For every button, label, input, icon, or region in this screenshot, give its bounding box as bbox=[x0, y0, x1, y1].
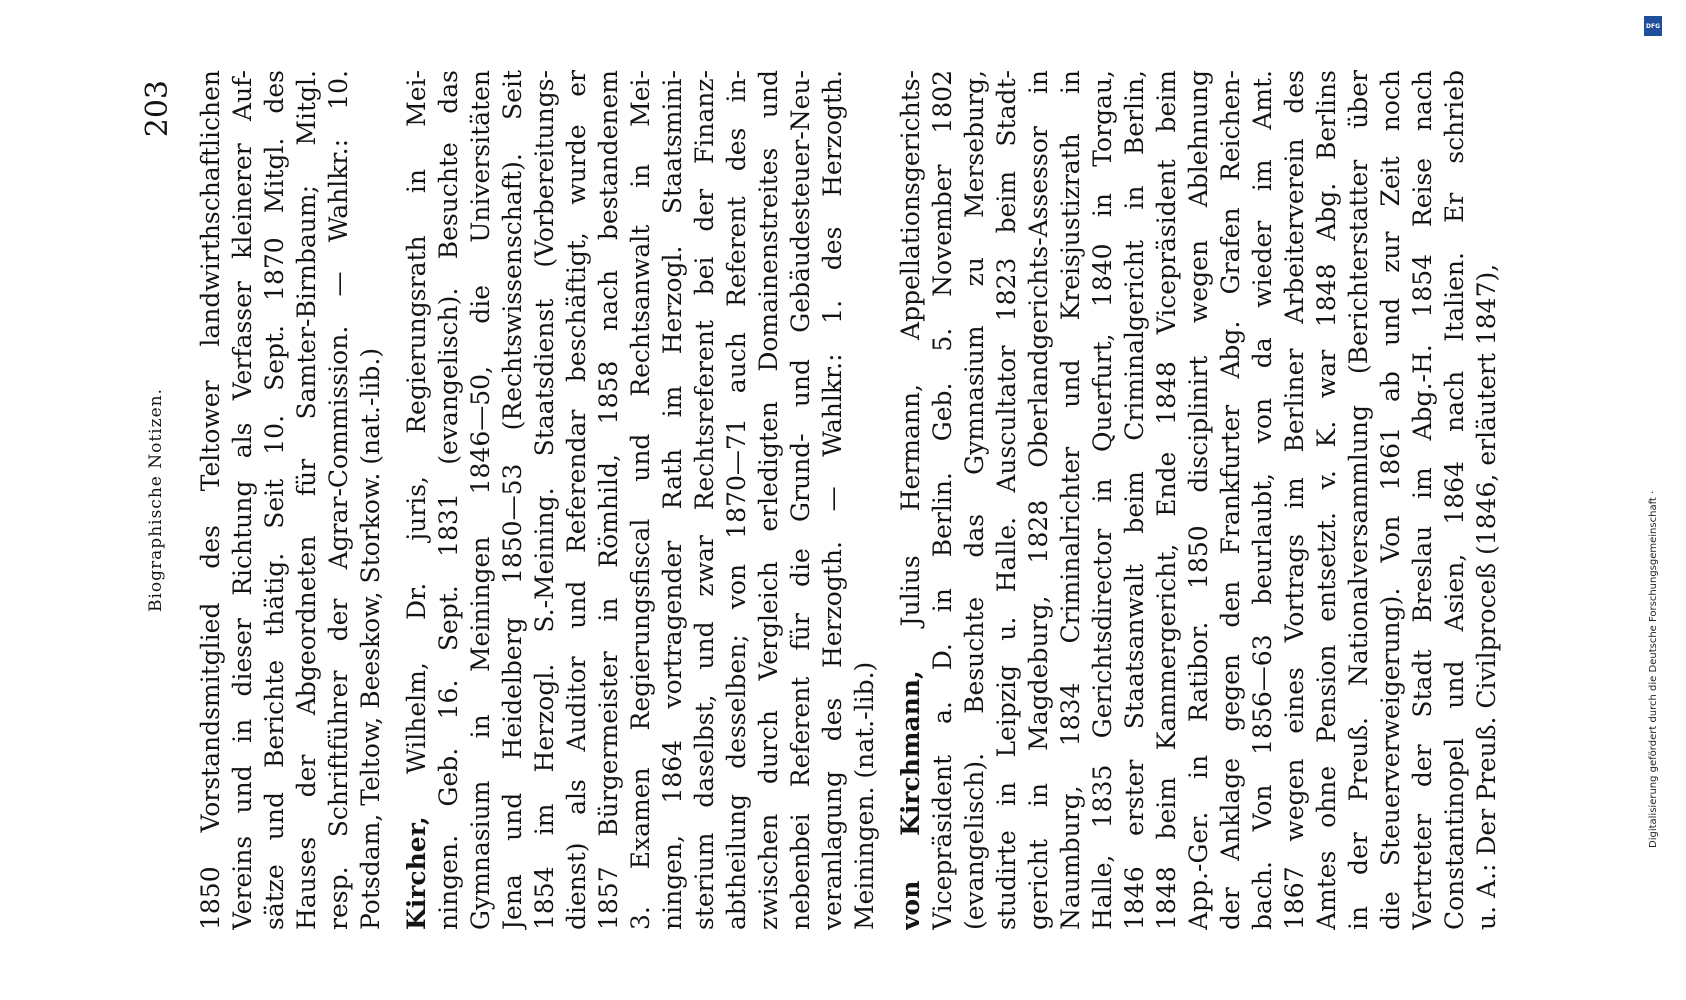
text-line: Gymnasium in Meiningen 1846—50, die Universitäten bbox=[466, 70, 495, 930]
entry-name: Kircher, bbox=[402, 816, 431, 930]
text-line: 1867 wegen eines Vortrags im Berliner Arbeiterverein des bbox=[1280, 70, 1309, 930]
biography-entry bbox=[401, 70, 881, 930]
text-line: dienst) als Auditor und Referendar beschäftigt, wurde er bbox=[562, 70, 591, 930]
entry-heading-line bbox=[401, 70, 433, 930]
text-line: ningen, 1864 vortragender Rath im Herzogl. Staatsmini- bbox=[658, 70, 687, 930]
text-line: Jena und Heidelberg 1850—53 (Rechtswissenschaft). Seit bbox=[498, 70, 527, 930]
running-head bbox=[140, 70, 190, 930]
text-line: 1850 Vorstandsmitglied des Teltower landwirthschaftlichen bbox=[196, 70, 225, 930]
text-line: Halle, 1835 Gerichtsdirector in Querfurt, 1840 in Torgau, bbox=[1088, 70, 1117, 930]
text-line: Vicepräsident a. D. in Berlin. Geb. 5. November 1802 bbox=[928, 70, 957, 930]
digitization-colophon bbox=[1632, 8, 1680, 992]
colophon-text: Digitalisierung gefördert durch die Deutsche Forschungsgemeinschaft · bbox=[1648, 490, 1659, 848]
rotated-book-page bbox=[140, 70, 1590, 930]
text-line: Hauses der Abgeordneten für Samter-Birnbaum; Mitgl. bbox=[292, 70, 321, 930]
biography-entry bbox=[895, 70, 1503, 930]
text-line: gericht in Magdeburg, 1828 Oberlandgerichts-Assessor in bbox=[1024, 70, 1053, 930]
text-line: 1854 im Herzogl. S.-Meining. Staatsdienst (Vorbereitungs- bbox=[530, 70, 559, 930]
text-line: studirte in Leipzig u. Halle. Auscultator 1823 beim Stadt- bbox=[992, 70, 1021, 930]
page-number: 203 bbox=[140, 80, 175, 138]
text-line: sterium daselbst, und zwar Rechtsreferent bei der Finanz- bbox=[690, 70, 719, 930]
text-line: Naumburg, 1834 Criminalrichter und Kreisjustizrath in bbox=[1056, 70, 1085, 930]
running-head-title: Biographische Notizen. bbox=[146, 388, 166, 612]
entry-heading-rest: Wilhelm, Dr. juris, Regierungsrath in Mei- bbox=[402, 70, 431, 817]
text-line: 1846 erster Staatsanwalt beim Criminalgericht in Berlin, bbox=[1120, 70, 1149, 930]
text-line: bach. Von 1856—63 beurlaubt, von da wieder im Amt. bbox=[1248, 70, 1277, 930]
text-line: sätze und Berichte thätig. Seit 10. Sept. 1870 Mitgl. des bbox=[260, 70, 289, 930]
text-line: veranlagung des Herzogth. — Wahlkr.: 1. des Herzogth. bbox=[818, 70, 847, 930]
text-line: Amtes ohne Pension entsetzt. v. K. war 1848 Abg. Berlins bbox=[1312, 70, 1341, 930]
paragraph-gap bbox=[881, 70, 895, 930]
text-line: in der Preuß. Nationalversammlung (Berichterstatter über bbox=[1344, 70, 1373, 930]
text-line: u. A.: Der Preuß. Civilproceß (1846, erläutert 1847), bbox=[1472, 263, 1501, 930]
text-line: 1848 beim Kammergericht, Ende 1848 Vicepräsident beim bbox=[1152, 70, 1181, 930]
entry-heading-rest: Julius Hermann, Appellationsgerichts- bbox=[896, 70, 925, 671]
text-line: ningen. Geb. 16. Sept. 1831 (evangelisch). Besuchte das bbox=[434, 70, 463, 930]
text-line: zwischen durch Vergleich erledigten Domainenstreites und bbox=[754, 70, 783, 930]
entry-heading-line bbox=[895, 70, 927, 930]
text-line: der Anklage gegen den Frankfurter Abg. Grafen Reichen- bbox=[1216, 70, 1245, 930]
text-line: die Steuerverweigerung). Von 1861 ab und zur Zeit noch bbox=[1376, 70, 1405, 930]
text-line: Vereins und in dieser Richtung als Verfasser kleinerer Auf- bbox=[228, 70, 257, 930]
text-line: nebenbei Referent für die Grund- und Gebäudesteuer-Neu- bbox=[786, 70, 815, 930]
paragraph-gap bbox=[387, 70, 401, 930]
text-line: resp. Schriftführer der Agrar-Commission. — Wahlkr.: 10. bbox=[324, 70, 353, 930]
text-line: 3. Examen Regierungsfiscal und Rechtsanwalt in Mei- bbox=[626, 70, 655, 930]
entry-name: von Kirchmann, bbox=[896, 670, 925, 930]
dfg-logo-badge: DFG bbox=[1644, 16, 1662, 36]
text-line: abtheilung desselben; von 1870—71 auch Referent des in- bbox=[722, 70, 751, 930]
text-line: 1857 Bürgermeister in Römhild, 1858 nach bestandenem bbox=[594, 70, 623, 930]
biography-entry bbox=[195, 70, 387, 930]
text-line: App.-Ger. in Ratibor. 1850 disciplinirt wegen Ablehnung bbox=[1184, 70, 1213, 930]
text-line: Potsdam, Teltow, Beeskow, Storkow. (nat.-lib.) bbox=[356, 347, 385, 930]
text-line: Constantinopel und Asien, 1864 nach Italien. Er schrieb bbox=[1440, 70, 1469, 930]
text-line: Meiningen. (nat.-lib.) bbox=[850, 661, 879, 930]
text-line: (evangelisch). Besuchte das Gymnasium zu Merseburg, bbox=[960, 70, 989, 930]
body-text bbox=[195, 70, 1503, 930]
text-line: Vertreter der Stadt Breslau im Abg.-H. 1854 Reise nach bbox=[1408, 70, 1437, 930]
